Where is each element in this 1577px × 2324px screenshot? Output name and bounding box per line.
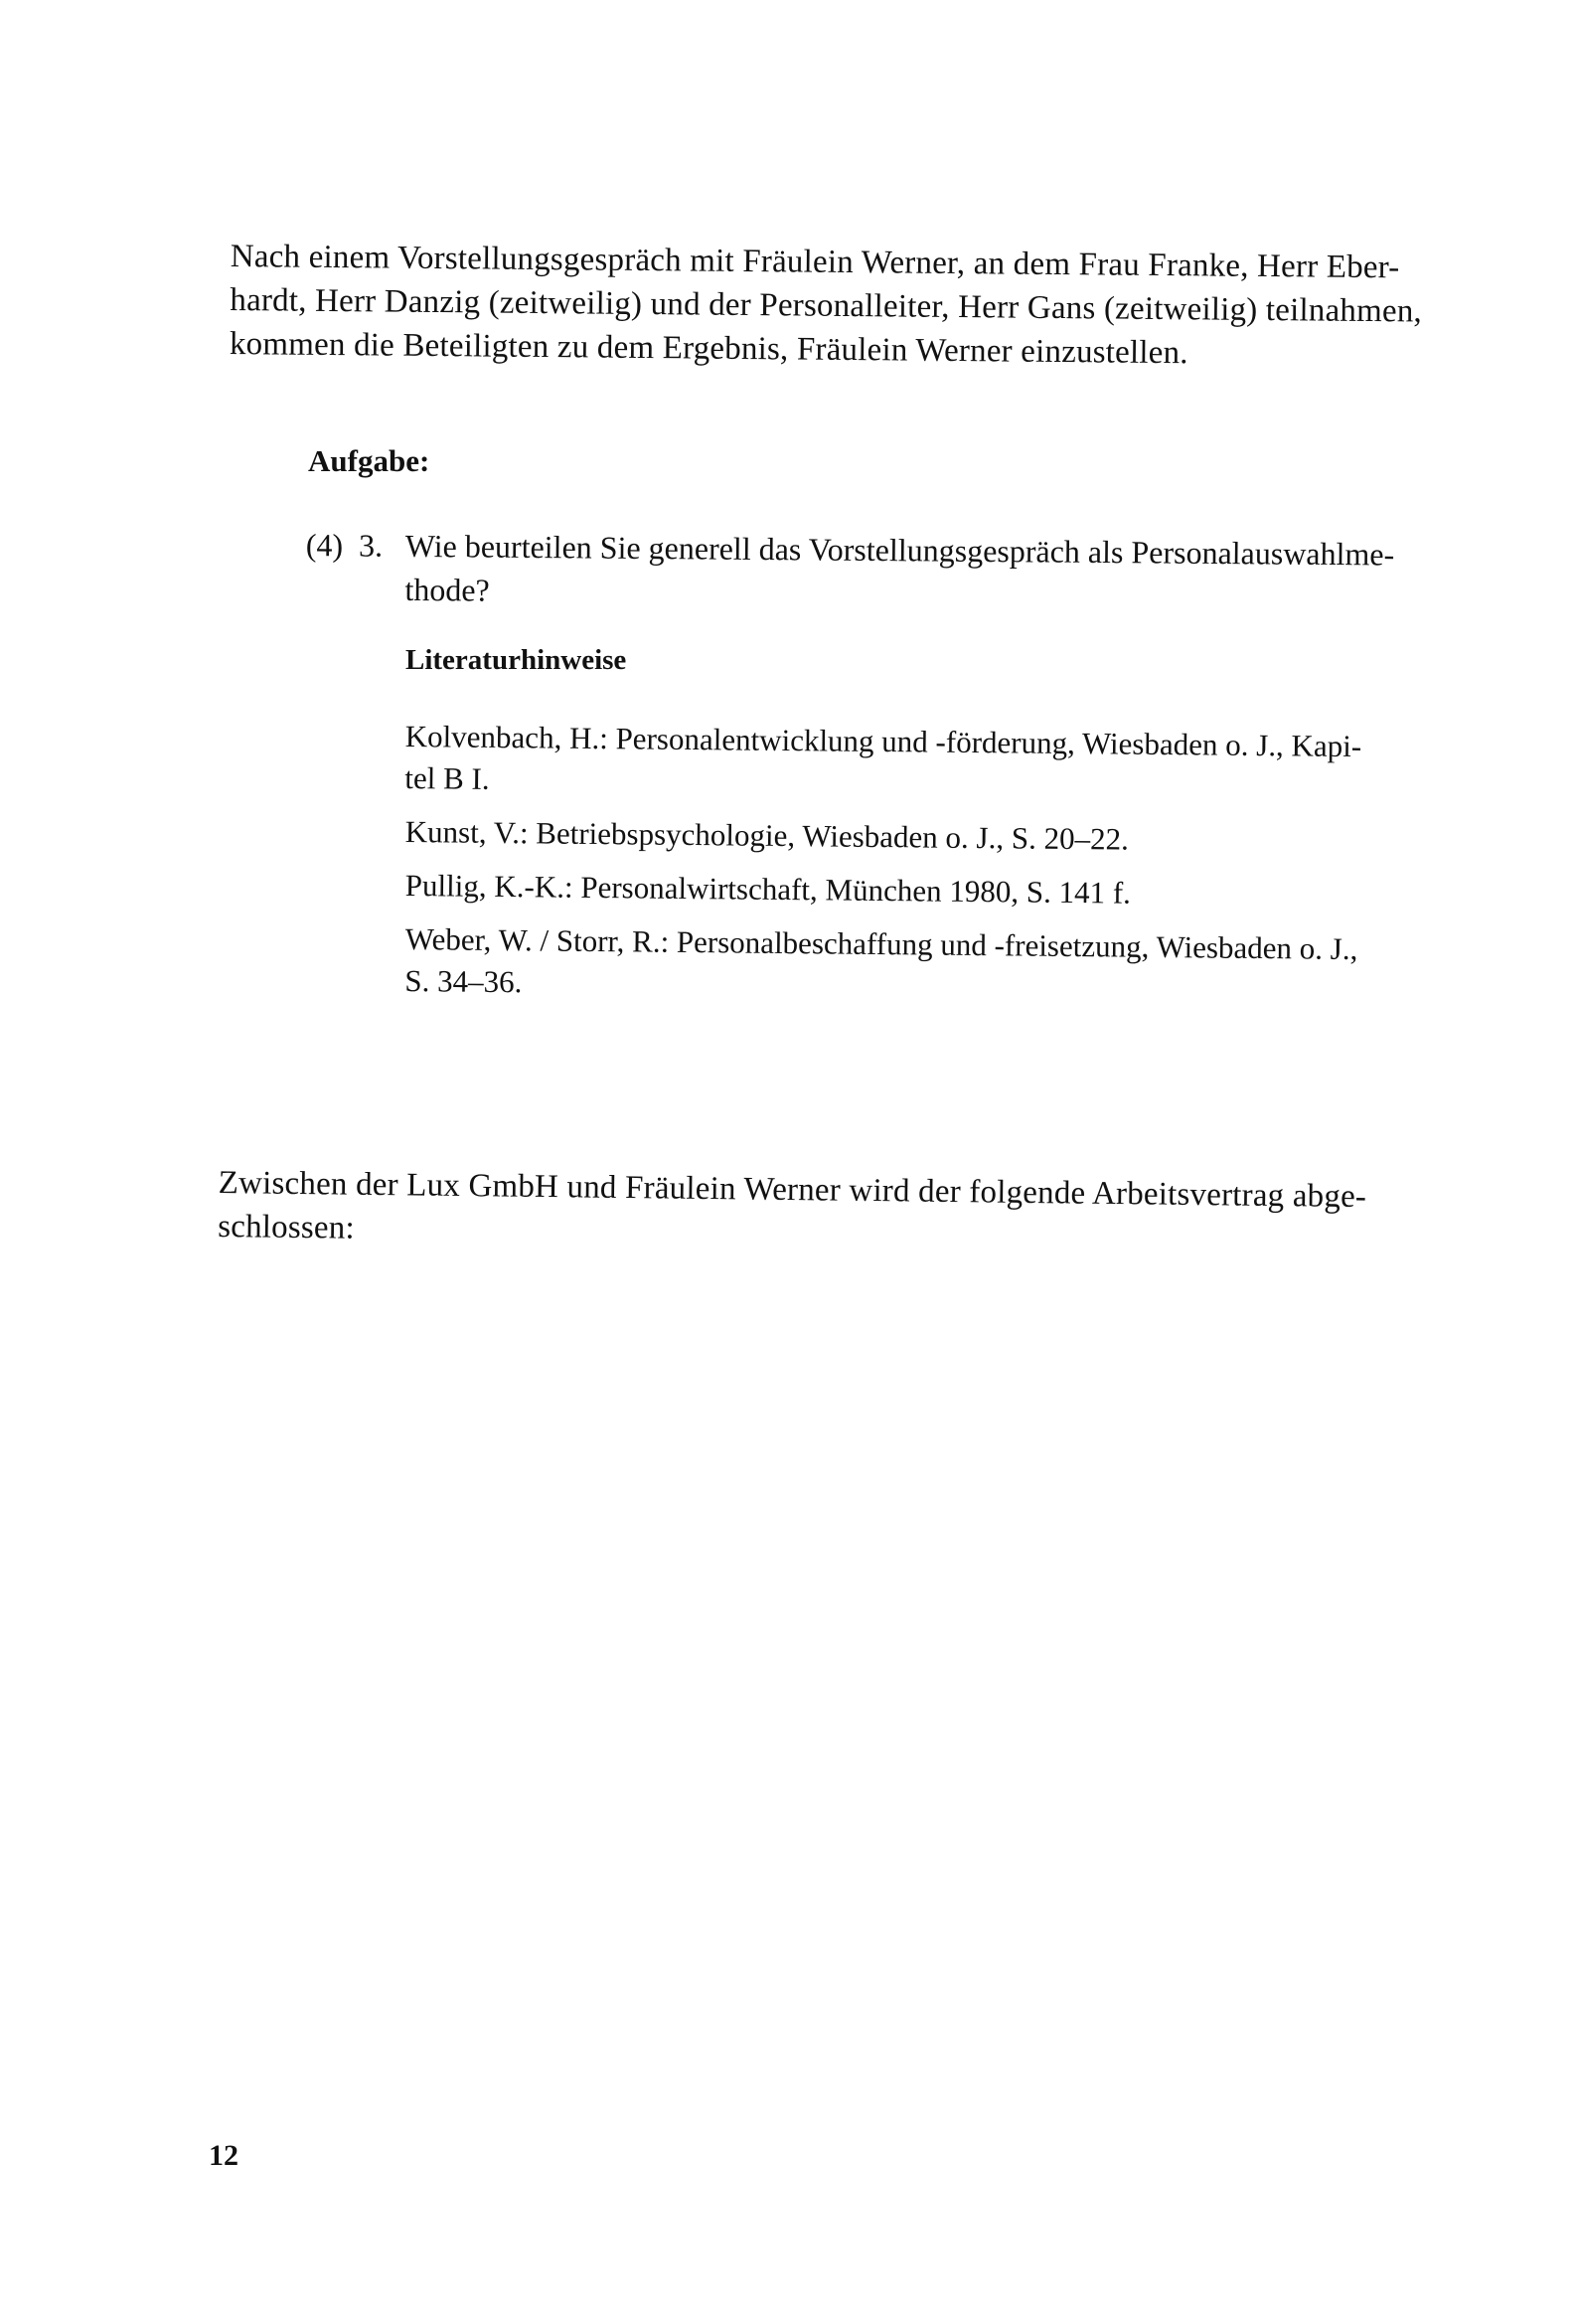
reference-line: tel B I.	[404, 759, 490, 796]
intro-line: hardt, Herr Danzig (zeitweilig) und der Personalleiter, Herr Gans (zeitweilig) teilnahmen,	[230, 281, 1423, 330]
intro-paragraph	[230, 235, 1443, 378]
intro-line: kommen die Beteiligten zu dem Ergebnis, Fräulein Werner einzustellen.	[229, 325, 1188, 372]
reference-line: Pullig, K.-K.: Personalwirtschaft, München 1980, S. 141 f.	[404, 867, 1132, 911]
reference-line: Kunst, V.: Betriebspsychologie, Wiesbaden o. J., S. 20–22.	[404, 813, 1130, 857]
reference-line: S. 34–36.	[404, 962, 523, 1000]
task-question	[404, 524, 1459, 620]
literature-heading: Literaturhinweise	[405, 644, 627, 676]
reference-line: Weber, W. / Storr, R.: Personalbeschaffung und -freisetzung, Wiesbaden o. J.,	[404, 920, 1358, 967]
closing-line: Zwischen der Lux GmbH und Fräulein Werner wird der folgende Arbeitsvertrag abge-	[218, 1164, 1367, 1216]
task-points: (4)	[305, 526, 344, 564]
literature-reference	[404, 716, 1361, 809]
task-question-line: thode?	[404, 571, 490, 608]
literature-reference	[405, 865, 1132, 914]
intro-line: Nach einem Vorstellungsgespräch mit Fräulein Werner, an dem Frau Franke, Herr Eber-	[230, 238, 1400, 286]
page-number: 12	[209, 2139, 238, 2172]
literature-reference	[404, 918, 1357, 1012]
task-heading: Aufgabe:	[308, 443, 430, 478]
task-index: 3.	[358, 527, 384, 564]
closing-paragraph	[218, 1161, 1451, 1263]
task-question-line: Wie beurteilen Sie generell das Vorstellungsgespräch als Personalauswahlme-	[404, 527, 1395, 573]
task-number	[306, 523, 384, 568]
reference-line: Kolvenbach, H.: Personalentwicklung und -förderung, Wiesbaden o. J., Kapi-	[404, 718, 1362, 764]
closing-line: schlossen:	[217, 1208, 356, 1246]
literature-reference	[405, 811, 1129, 861]
